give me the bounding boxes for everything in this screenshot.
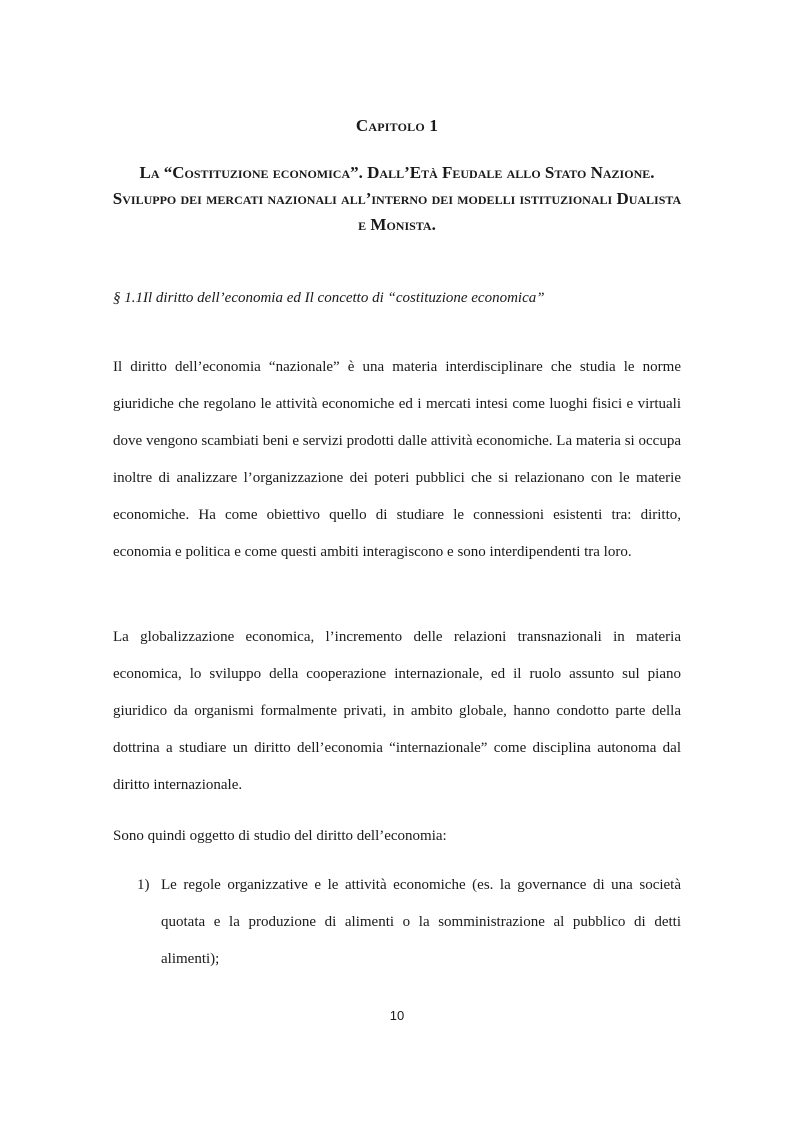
chapter-label: Capitolo 1 bbox=[355, 116, 439, 135]
paragraph: Sono quindi oggetto di studio del diritto dell’economia: bbox=[113, 828, 447, 844]
chapter-title: La “Costituzione economica”. Dall’Età Feudale allo Stato Nazione. Sviluppo dei mercati nazionali all’interno dei modelli istituzionali Dualista e Monista. bbox=[112, 163, 682, 234]
page-number: 10 bbox=[389, 1008, 405, 1023]
paragraph: La globalizzazione economica, l’incremento delle relazioni transnazionali in materia economica, lo sviluppo della cooperazione internazionale, ed il ruolo assunto sul piano giuridico da organismi formalmente privati, in ambito globale, hanno condotto parte della dottrina a studiare un diritto dell’economia “internazionale” come disciplina autonoma dal diritto internazionale. bbox=[113, 629, 681, 793]
section-heading: § 1.1Il diritto dell’economia ed Il concetto di “costituzione economica” bbox=[113, 290, 545, 306]
paragraph: Il diritto dell’economia “nazionale” è una materia interdisciplinare che studia le norme giuridiche che regolano le attività economiche ed i mercati intesi come luoghi fisici e virtuali dove vengono scambiati beni e servizi prodotti dalle attività economiche. La materia si occupa inoltre di analizzare l’organizzazione dei poteri pubblici che si relazionano con le materie economiche. Ha come obiettivo quello di studiare le connessioni esistenti tra: diritto, economia e politica e come questi ambiti interagiscono e sono interdipendenti tra loro. bbox=[113, 359, 681, 560]
list-marker: 1) bbox=[137, 877, 150, 893]
list-item-text: Le regole organizzative e le attività economiche (es. la governance di una società quotata e la produzione di alimenti o la somministrazione al pubblico di detti alimenti); bbox=[161, 877, 681, 967]
